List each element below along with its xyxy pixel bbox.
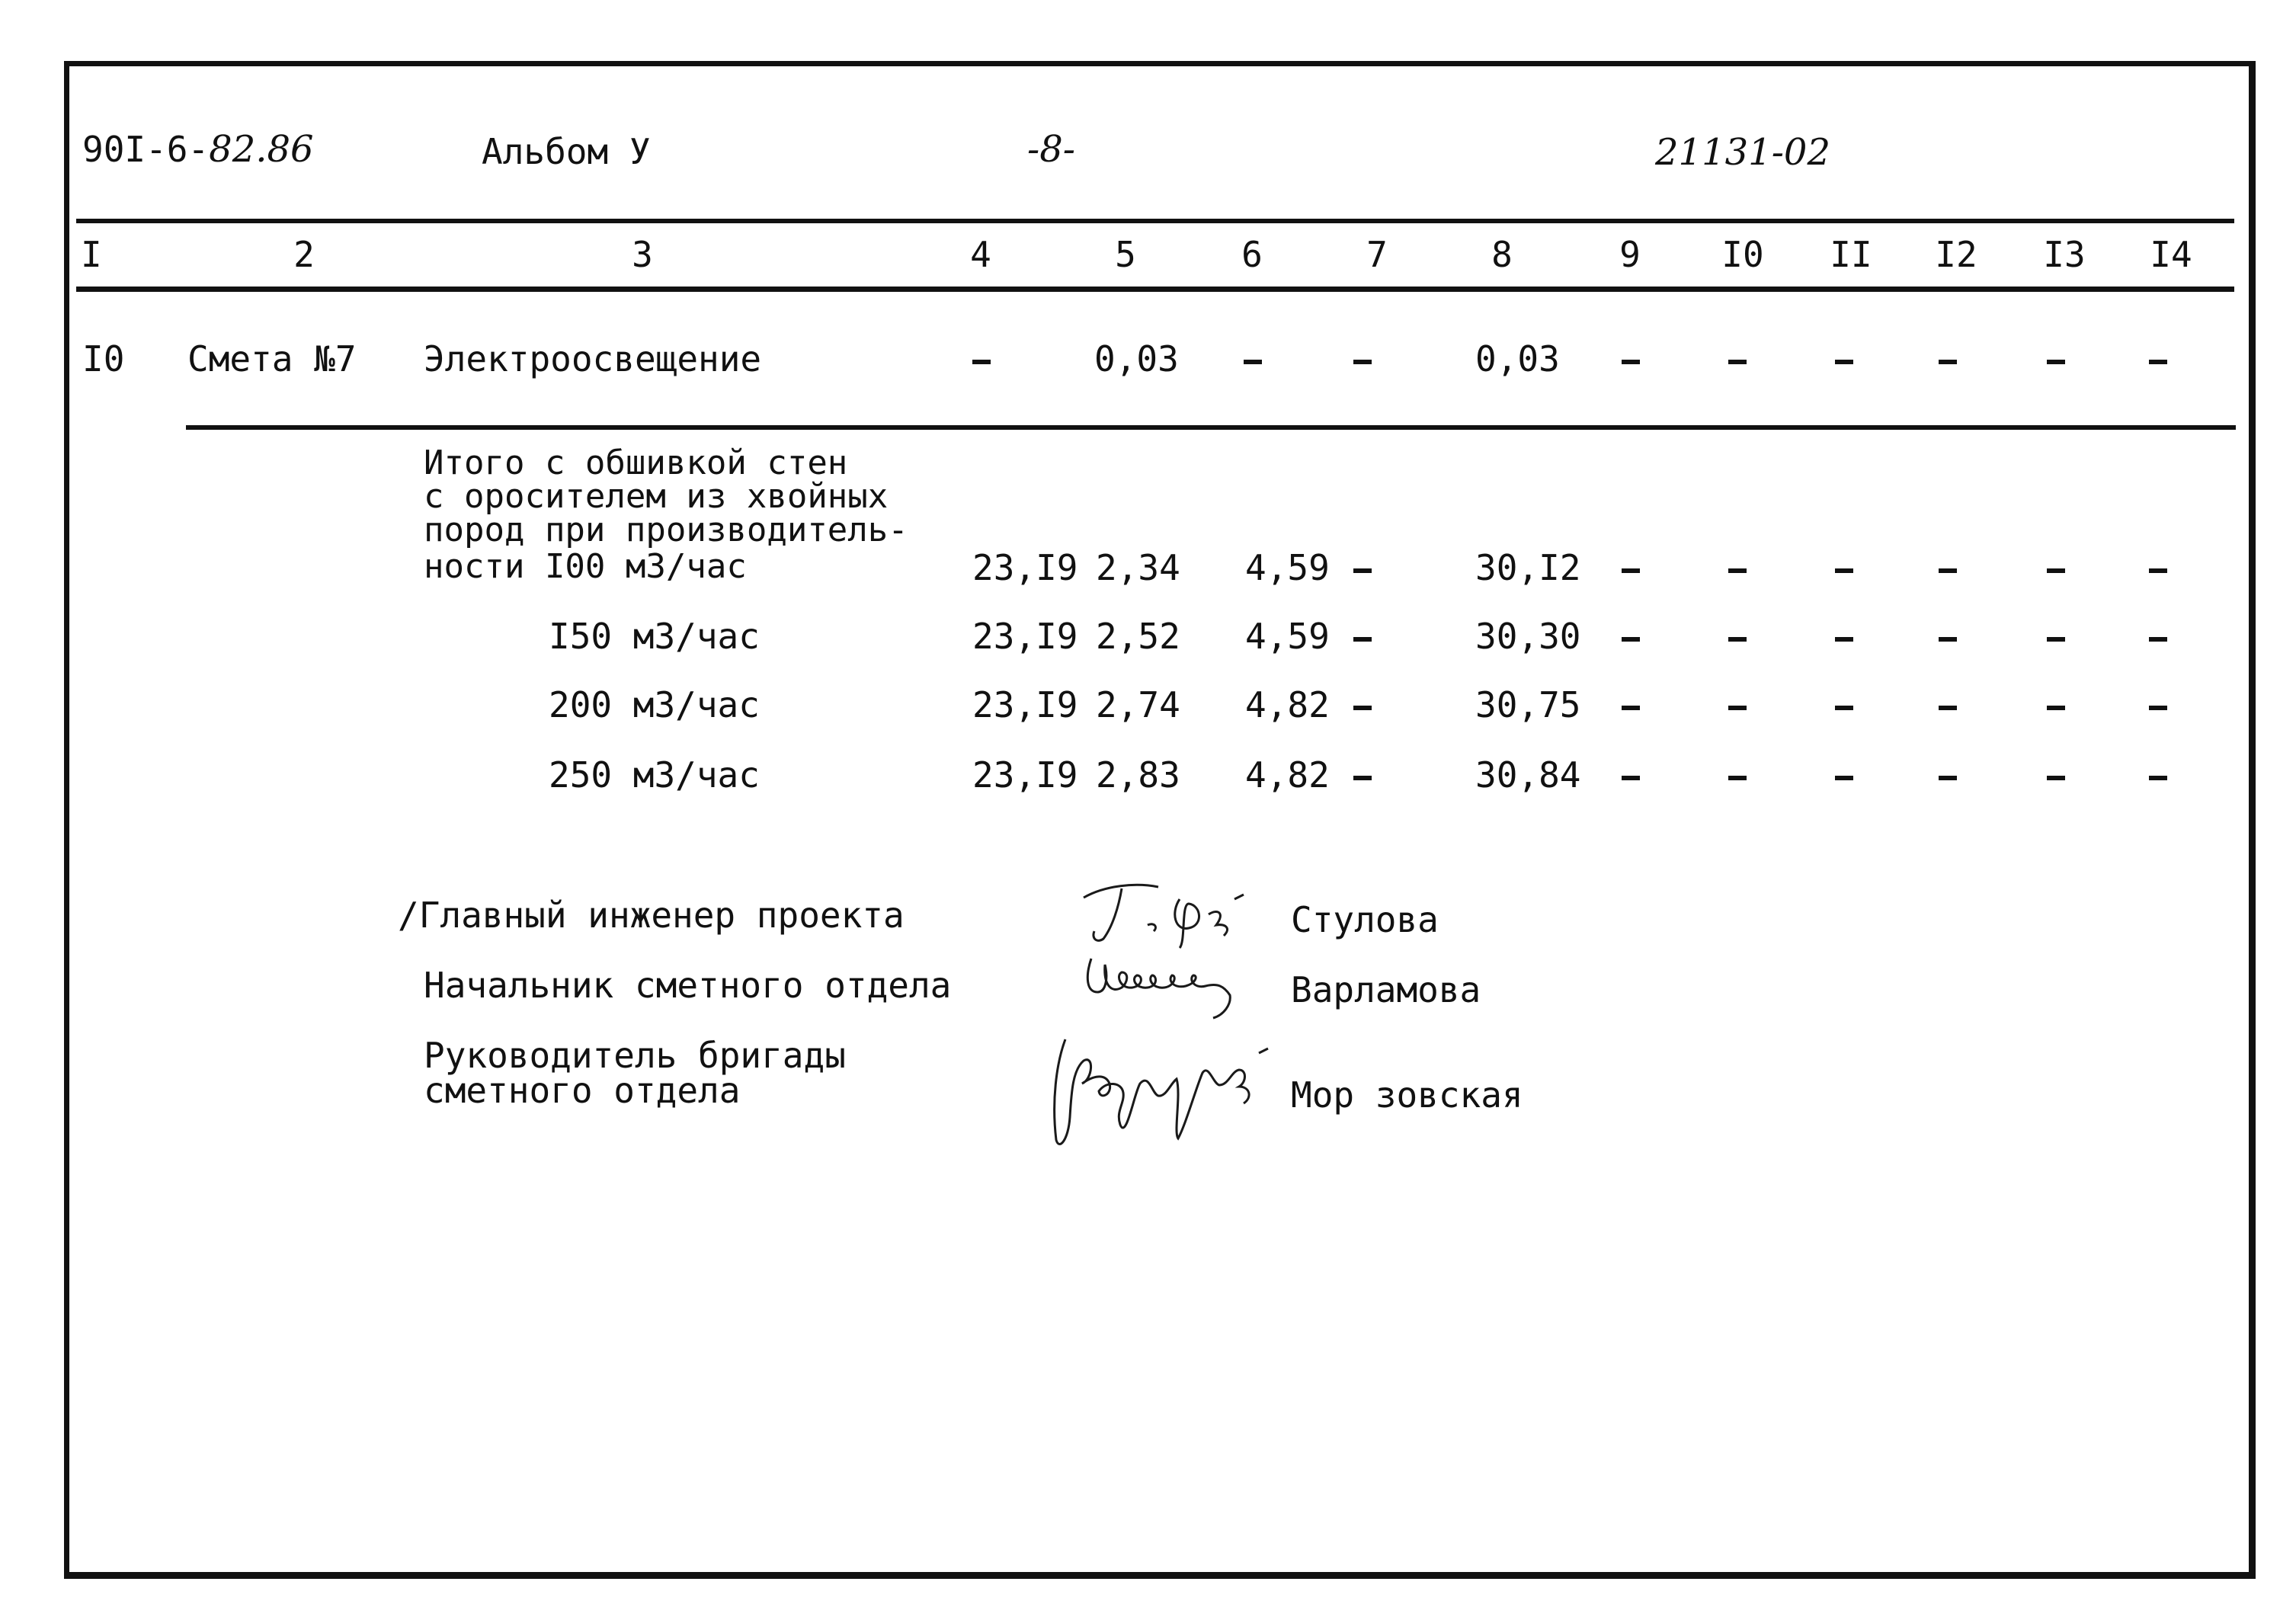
row-c5: 0,03 [1094, 338, 1179, 379]
totals-c9 [1622, 568, 1640, 573]
totals-c8: 30,I2 [1475, 547, 1581, 588]
col-header-2: 2 [293, 234, 315, 275]
totals-c6: 4,59 [1245, 616, 1330, 657]
signature-name-estimate-head: Варламова [1291, 969, 1481, 1010]
signature-name-chief-engineer: Стулова [1291, 899, 1439, 940]
col-header-13: I3 [2043, 234, 2086, 275]
totals-c11 [1835, 706, 1853, 710]
row-name: Электроосвещение [424, 338, 762, 379]
totals-c7 [1353, 637, 1372, 642]
totals-c5: 2,52 [1096, 616, 1180, 657]
totals-c10 [1728, 637, 1747, 642]
totals-c8: 30,75 [1475, 684, 1581, 725]
totals-capacity: 200 м3/час [549, 684, 760, 725]
totals-label-line-4: ности I00 м3/час [424, 547, 747, 586]
totals-c13 [2047, 776, 2065, 780]
totals-c5: 2,83 [1096, 754, 1180, 796]
totals-c7 [1353, 706, 1372, 710]
totals-c10 [1728, 568, 1747, 573]
page-number: -8- [1027, 128, 1075, 171]
row-number: I0 [82, 338, 125, 379]
doc-code: 21131-02 [1655, 131, 1830, 174]
totals-c13 [2047, 568, 2065, 573]
totals-c11 [1835, 637, 1853, 642]
totals-c10 [1728, 706, 1747, 710]
signature-name-brigade-lead: Мор зовская [1291, 1074, 1523, 1116]
totals-c9 [1622, 776, 1640, 780]
album-label: Альбом У [482, 131, 651, 172]
signature-brigade-lead [1036, 1010, 1288, 1152]
totals-c10 [1728, 776, 1747, 780]
totals-c12 [1939, 637, 1957, 642]
signature-chief-engineer [1074, 869, 1250, 952]
totals-c11 [1835, 776, 1853, 780]
row-c11 [1835, 360, 1853, 364]
totals-c6: 4,82 [1245, 684, 1330, 725]
doc-suffix-handwritten: 82.86 [209, 128, 314, 171]
totals-c13 [2047, 706, 2065, 710]
totals-label-line-2: с оросителем из хвойных [424, 477, 889, 516]
col-header-6: 6 [1241, 234, 1263, 275]
signature-role-estimate-head: Начальник сметного отдела [424, 965, 952, 1006]
row-ref: Смета №7 [187, 338, 357, 379]
row-c13 [2047, 360, 2065, 364]
totals-capacity: I50 м3/час [549, 616, 760, 657]
totals-c7 [1353, 776, 1372, 780]
totals-c8: 30,84 [1475, 754, 1581, 796]
header-rule-top [76, 219, 2234, 223]
totals-c14 [2149, 706, 2167, 710]
totals-c13 [2047, 637, 2065, 642]
header-rule-bottom [76, 287, 2234, 292]
row-c12 [1939, 360, 1957, 364]
col-header-9: 9 [1619, 234, 1641, 275]
col-header-3: 3 [632, 234, 653, 275]
totals-c5: 2,34 [1096, 547, 1180, 588]
col-header-7: 7 [1366, 234, 1388, 275]
signature-role-brigade-lead-line-2: сметного отдела [424, 1070, 741, 1111]
col-header-11: II [1830, 234, 1872, 275]
totals-c4: 23,I9 [972, 547, 1078, 588]
totals-c12 [1939, 776, 1957, 780]
row-c9 [1622, 360, 1640, 364]
row-c10 [1728, 360, 1747, 364]
row-c8: 0,03 [1475, 338, 1560, 379]
totals-c8: 30,30 [1475, 616, 1581, 657]
signature-role-chief-engineer: /Главный инженер проекта [398, 895, 905, 936]
totals-c12 [1939, 568, 1957, 573]
col-header-5: 5 [1115, 234, 1136, 275]
totals-c11 [1835, 568, 1853, 573]
row-c4 [972, 360, 991, 364]
totals-capacity: 250 м3/час [549, 754, 760, 796]
totals-c5: 2,74 [1096, 684, 1180, 725]
totals-c4: 23,I9 [972, 616, 1078, 657]
totals-rule [186, 425, 2236, 430]
totals-c7 [1353, 568, 1372, 573]
col-header-12: I2 [1935, 234, 1977, 275]
signature-role-brigade-lead-line-1: Руководитель бригады [424, 1035, 846, 1076]
totals-label-line-1: Итого с обшивкой стен [424, 443, 848, 482]
row-c7 [1353, 360, 1372, 364]
totals-c4: 23,I9 [972, 754, 1078, 796]
col-header-14: I4 [2150, 234, 2192, 275]
col-header-10: I0 [1721, 234, 1764, 275]
col-header-1: I [81, 234, 102, 275]
totals-c9 [1622, 637, 1640, 642]
row-c14 [2149, 360, 2167, 364]
totals-c6: 4,59 [1245, 547, 1330, 588]
doc-number [82, 128, 314, 171]
totals-c12 [1939, 706, 1957, 710]
totals-c6: 4,82 [1245, 754, 1330, 796]
totals-c14 [2149, 776, 2167, 780]
totals-c4: 23,I9 [972, 684, 1078, 725]
col-header-8: 8 [1491, 234, 1513, 275]
totals-c14 [2149, 637, 2167, 642]
row-c6 [1244, 360, 1262, 364]
col-header-4: 4 [970, 234, 991, 275]
totals-label-line-3: пород при производитель- [424, 511, 908, 549]
totals-c9 [1622, 706, 1640, 710]
totals-c14 [2149, 568, 2167, 573]
doc-prefix: 90I-6- [82, 129, 210, 170]
